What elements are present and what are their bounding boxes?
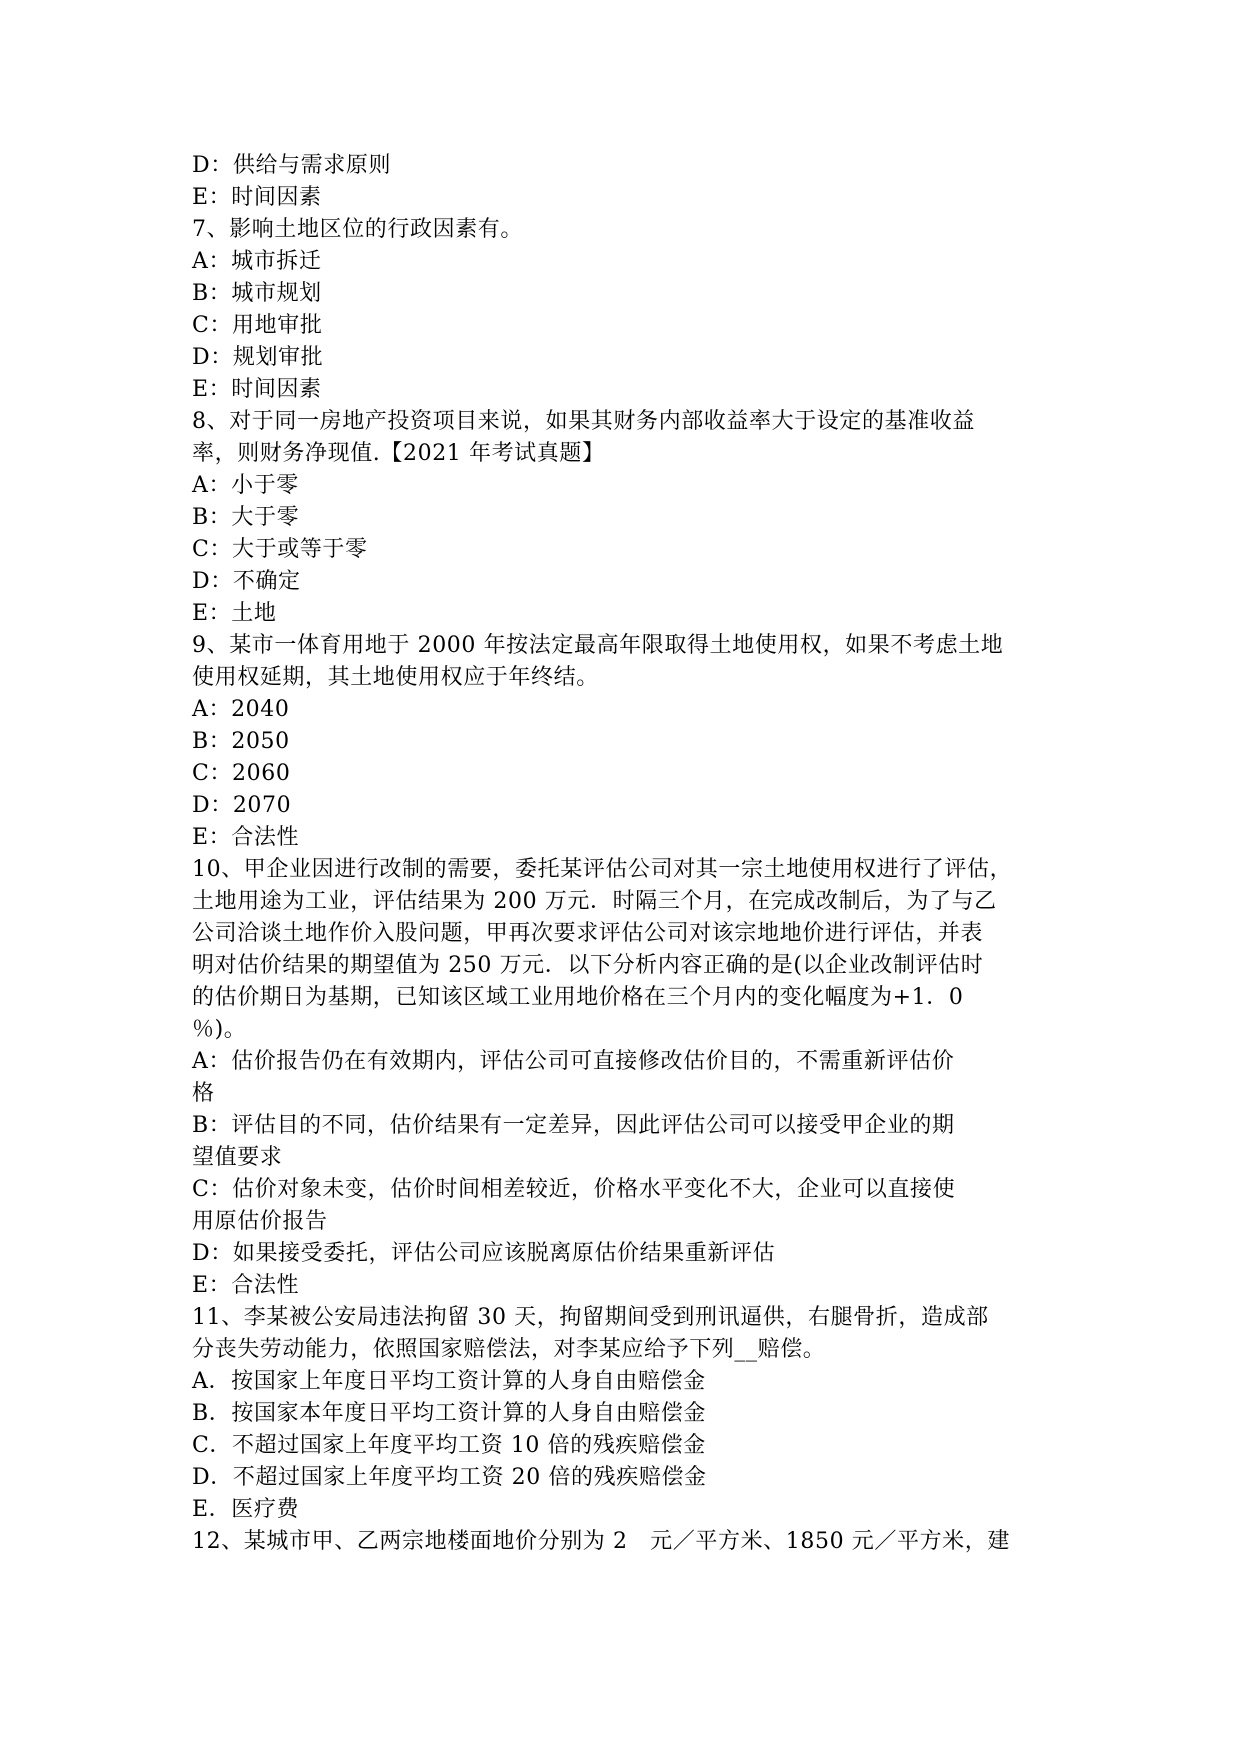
answer-option-line: A：2040 [192, 697, 290, 722]
answer-option-line: C：估价对象未变，估价时间相差较近，价格水平变化不大，企业可以直接使 [192, 1177, 956, 1202]
answer-option-line: B：评估目的不同，估价结果有一定差异，因此评估公司可以接受甲企业的期 [192, 1113, 955, 1138]
answer-option-line: A：小于零 [192, 473, 299, 498]
answer-option-line: E：合法性 [192, 1273, 300, 1298]
answer-option-line: B：大于零 [192, 505, 300, 530]
answer-option-line: D．不超过国家上年度平均工资 20 倍的残疾赔偿金 [192, 1465, 707, 1490]
answer-option-line: B．按国家本年度日平均工资计算的人身自由赔偿金 [192, 1401, 706, 1426]
answer-option-line: D：不确定 [192, 569, 301, 594]
question-text-line: 9、某市一体育用地于 2000 年按法定最高年限取得土地使用权，如果不考虑土地 [192, 633, 1004, 658]
question-text-line: 格 [192, 1081, 215, 1106]
answer-option-line: E：时间因素 [192, 185, 322, 210]
question-text-line: 的估价期日为基期，已知该区域工业用地价格在三个月内的变化幅度为+1．0 [192, 985, 964, 1010]
answer-option-line: D：如果接受委托，评估公司应该脱离原估价结果重新评估 [192, 1241, 776, 1266]
question-text-line: 明对估价结果的期望值为 250 万元．以下分析内容正确的是(以企业改制评估时 [192, 953, 984, 978]
question-text-line: ％)。 [192, 1017, 247, 1042]
question-text-line: 用原估价报告 [192, 1209, 328, 1234]
answer-option-line: B：2050 [192, 729, 290, 754]
question-text-line: 率，则财务净现值.【2021 年考试真题】 [192, 441, 605, 466]
answer-option-line: C：大于或等于零 [192, 537, 368, 562]
answer-option-line: A：城市拆迁 [192, 249, 322, 274]
answer-option-line: D：规划审批 [192, 345, 324, 370]
answer-option-line: A：估价报告仍在有效期内，评估公司可直接修改估价目的，不需重新评估价 [192, 1049, 955, 1074]
answer-option-line: E：合法性 [192, 825, 300, 850]
question-text-line: 公司洽谈土地作价入股问题，甲再次要求评估公司对该宗地地价进行评估，并表 [192, 921, 984, 946]
question-text-line: 分丧失劳动能力，依照国家赔偿法，对李某应给予下列__赔偿。 [192, 1337, 826, 1362]
answer-option-line: E：土地 [192, 601, 277, 626]
answer-option-line: C．不超过国家上年度平均工资 10 倍的残疾赔偿金 [192, 1433, 706, 1458]
answer-option-line: E．医疗费 [192, 1497, 300, 1522]
question-text-line: 土地用途为工业，评估结果为 200 万元．时隔三个月，在完成改制后，为了与乙 [192, 889, 997, 914]
answer-option-line: C：2060 [192, 761, 291, 786]
question-text-line: 11、李某被公安局违法拘留 30 天，拘留期间受到刑讯逼供，右腿骨折，造成部 [192, 1305, 989, 1330]
answer-option-line: C：用地审批 [192, 313, 323, 338]
question-text-line: 望值要求 [192, 1145, 283, 1170]
answer-option-line: E：时间因素 [192, 377, 322, 402]
question-text-line: 10、甲企业因进行改制的需要，委托某评估公司对其一宗土地使用权进行了评估， [192, 857, 1013, 882]
answer-option-line: D：供给与需求原则 [192, 153, 392, 178]
question-text-line: 7、影响土地区位的行政因素有。 [192, 217, 523, 242]
question-text-line: 使用权延期，其土地使用权应于年终结。 [192, 665, 599, 690]
question-text-line: 8、对于同一房地产投资项目来说，如果其财务内部收益率大于设定的基准收益 [192, 409, 975, 434]
answer-option-line: A．按国家上年度日平均工资计算的人身自由赔偿金 [192, 1369, 706, 1394]
question-text-line: 12、某城市甲、乙两宗地楼面地价分别为 2 元／平方米、1850 元／平方米，建 [192, 1529, 1010, 1554]
answer-option-line: B：城市规划 [192, 281, 322, 306]
document-body [192, 150, 1072, 1558]
answer-option-line: D：2070 [192, 793, 292, 818]
